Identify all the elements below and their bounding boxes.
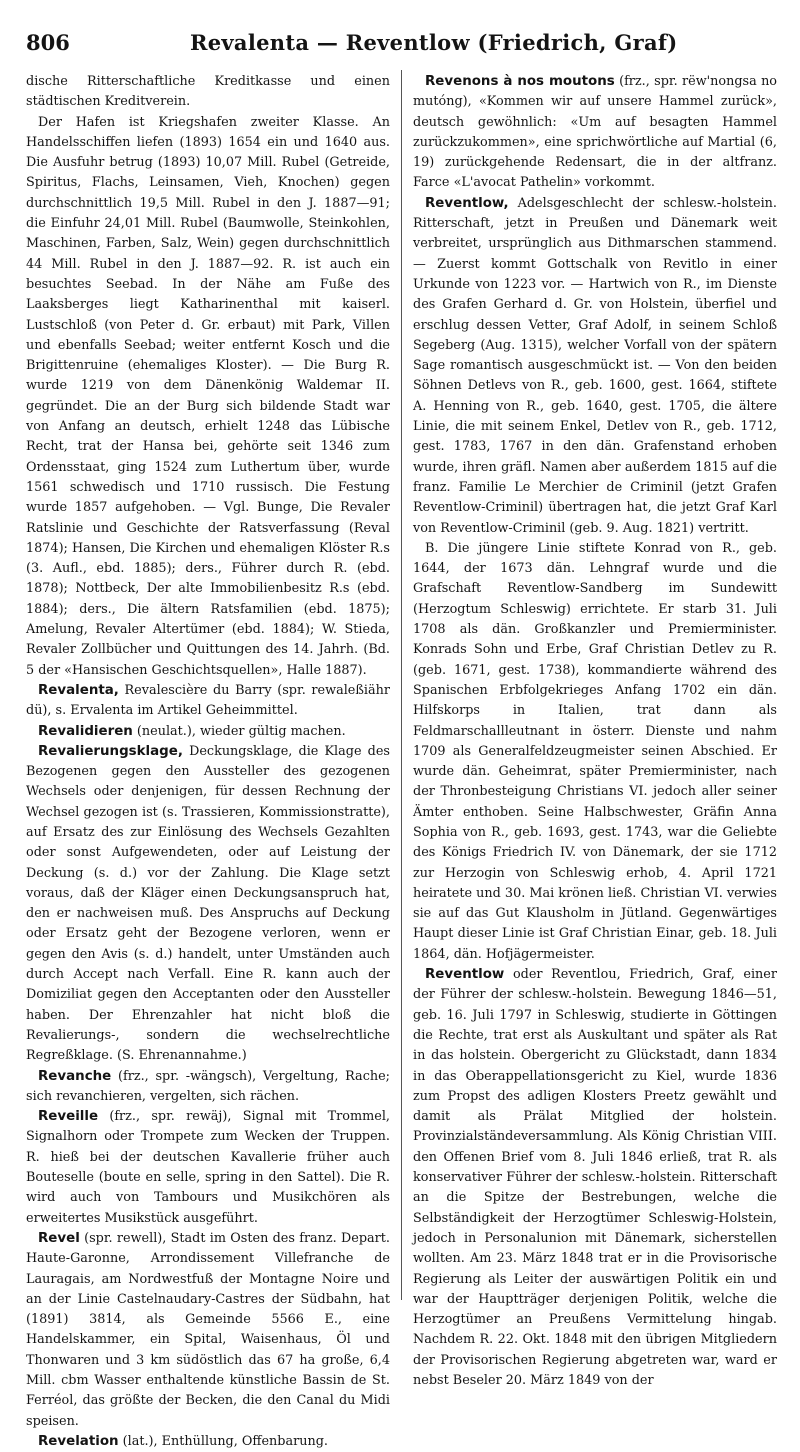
entry-revelation xyxy=(26,1432,390,1452)
column-divider xyxy=(401,70,402,1300)
entry-revanche xyxy=(26,1067,390,1108)
entry-text: dische Ritterschaftliche Kreditkasse und einen städtischen Kreditverein. xyxy=(26,74,390,110)
entry-revalierungsklage xyxy=(26,742,390,1067)
left-column xyxy=(26,72,390,1449)
entry-text: (frz., spr. -wängsch), Vergeltung, Rache; sich revanchieren, vergelten, sich rächen. xyxy=(26,1068,390,1104)
entry-headword: Revalenta, xyxy=(38,682,119,698)
entry-text: oder Reventlou, Friedrich, Graf, einer der Führer der schlesw.-holstein. Bewegung 1846—51, geb. 16. Juli 1797 in Schleswig, studierte in Göttingen die Rechte, trat erst als Auskultant und später als Rat in das holstein. Obergericht zu Glückstadt, dann 1834 in das Oberappellationsgericht zu Kiel, wurde 1836 zum Propst des adligen Klosters Preetz gewählt und damit als Prälat Mitglied der holstein. Provinzialständeversammlung. Als König Christian VIII. den Offenen Brief vom 8. Juli 1846 erließ, trat R. als konservativer Führer der schlesw.-holstein. Ritterschaft an die Spitze der Bestrebungen, welche die Selbständigkeit der Herzogtümer Schleswig-Holstein, jedoch in Personalunion mit Dänemark, sicherstellen wollten. Am 23. März 1848 trat er in die Provisorische Regierung als Leiter der auswärtigen Politik ein und war der Hauptträger derjenigen Politik, welche die Herzogtümer an Preußens Vermittelung hingab. Nachdem R. 22. Okt. 1848 mit den übrigen Mitgliedern der Provisorischen Regierung abgetreten war, ward er nebst Beseler 20. März 1849 von der xyxy=(413,967,777,1388)
entry-reveille xyxy=(26,1107,390,1229)
entry-revel xyxy=(26,1229,390,1432)
entry-text: (frz., spr. rewäj), Signal mit Trommel, Signalhorn oder Trompete zum Wecken der Truppen. R. hieß bei der deutschen Kavallerie früher auch Bouteselle (boute en selle, spring in den Sattel). Die R. wird auch von Tambours und Musikchören als erweitertes Musikstück ausgeführt. xyxy=(26,1109,390,1226)
right-column xyxy=(413,72,778,1388)
entry-headword: Reventlow xyxy=(425,967,505,983)
entry-text: Revalescière du Barry (spr. rewaleßiähr dü), s. Ervalenta im Artikel Geheimmittel. xyxy=(26,682,390,719)
entry-headword: Revenons à nos moutons xyxy=(425,74,615,89)
entry-revalidieren xyxy=(26,722,390,742)
entry-paragraph xyxy=(413,539,777,965)
entry-text: Der Hafen ist Kriegshafen zweiter Klasse. An Handelsschiffen liefen (1893) 1654 ein und 1640 aus. Die Ausfuhr betrug (1893) 10,07 Mill. Rubel (Getreide, Spiritus, Flachs, Leinsamen, Vieh, Knochen) gegen durchschnittlich 19,5 Mill. Rubel in den J. 1887—91; die Einfuhr 24,01 Mill. Rubel (Baumwolle, Steinkohlen, Maschinen, Farben, Salz, Wein) gegen durchschnittlich 44 Mill. Rubel in den J. 1887—92. R. ist auch ein besuchtes Seebad. In der Nähe am Fuße des Laaksberges liegt Katharinenthal mit kaiserl. Lustschloß (von Peter d. Gr. erbaut) mit Park, Villen und ebenfalls Seebad; weiter entfernt Kosch und die Brigittenruine (ehemaliges Kloster). — Die Burg R. wurde 1219 von dem Dänenkönig Waldemar II. gegründet. Die an der Burg sich bildende Stadt war von Anfang an deutsch, erhielt 1248 das Lübische Recht, trat der Hansa bei, gehörte seit 1346 zum Ordensstaat, ging 1524 zum Luthertum über, wurde 1561 schwedisch und 1710 russisch. Die Festung wurde 1857 aufgehoben. — Vgl. Bunge, Die Revaler Ratslinie und Geschichte der Ratsverfassung (Reval 1874); Hansen, Die Kirchen und ehemaligen Klöster R.s (3. Aufl., ebd. 1885); ders., Führer durch R. (ebd. 1878); Nottbeck, Der alte Immobilienbesitz R.s (ebd. 1884); ders., Die ältern Ratsfamilien (ebd. 1875); Amelung, Revaler Altertümer (ebd. 1884); W. Stieda, Revaler Zollbücher und Quittungen des 14. Jahrh. (Bd. 5 der «Hansischen Geschichtsquellen», Halle 1887). xyxy=(26,114,390,678)
entry-revalenta xyxy=(26,681,390,722)
entry-text: (frz., spr. rëw'nongsa no mutóng), «Kommen wir auf unsere Hammel zurück», deutsch gewöhnlich: «Um auf besagten Hammel zurückzukommen», eine sprichwörtliche auf Martial (6, 19) zurückgehende Redensart, die in der altfranz. Farce «L'avocat Pathelin» vorkommt. xyxy=(413,74,778,191)
entry-reventlow-friedrich xyxy=(413,965,777,1391)
entry-text: B. Die jüngere Linie stiftete Konrad von R., geb. 1644, der 1673 dän. Lehngraf wurde und die Grafschaft Reventlow-Sandberg im Sundewitt (Herzogtum Schleswig) errichtete. Er starb 31. Juli 1708 als dän. Großkanzler und Premierminister. Konrads Sohn und Erbe, Graf Christian Detlev zu R. (geb. 1671, gest. 1738), kommandierte während des Spanischen Erbfolgekrieges Anfang 1702 ein dän. Hilfskorps in Italien, trat dann als Feldmarschallleutnant in österr. Dienste und nahm 1709 als Generalfeldzeugmeister seinen Abschied. Er wurde dän. Geheimrat, später Premierminister, nach der Thronbesteigung Christians VI. jedoch aller seiner Ämter enthoben. Seine Halbschwester, Gräfin Anna Sophia von R., geb. 1693, gest. 1743, war die Geliebte des Königs Friedrich IV. von Dänemark, der sie 1712 zur Herzogin von Schleswig erhob, 4. April 1721 heiratete und 30. Mai krönen ließ. Christian VI. verwies sie auf das Gut Klausholm in Jütland. Gegenwärtiges Haupt dieser Linie ist Graf Christian Einar, geb. 18. Juli 1864, dän. Hofjägermeister. xyxy=(413,540,777,962)
entry-headword: Reventlow, xyxy=(425,195,509,211)
entry-text: (lat.), Enthüllung, Offenbarung. xyxy=(118,1433,328,1449)
page-number: 806 xyxy=(26,30,70,55)
entry-headword: Revalierungsklage, xyxy=(38,743,183,759)
entry-headword: Revanche xyxy=(38,1068,112,1084)
running-head: Revalenta — Reventlow (Friedrich, Graf) xyxy=(190,30,678,55)
entry-headword: Revelation xyxy=(38,1433,119,1449)
entry-paragraph xyxy=(26,113,390,681)
entry-reventlow-family xyxy=(413,194,777,539)
entry-text: Adelsgeschlecht der schlesw.-holstein. Ritterschaft, jetzt in Preußen und Dänemark weit verbreitet, ursprünglich aus Dithmarschen stammend. — Zuerst kommt Gottschalk von Revitlo in einer Urkunde von 1223 vor. — Hartwich von R., im Dienste des Grafen Gerhard d. Gr. von Holstein, überfiel und erschlug dessen Vetter, Graf Adolf, in seinem Schloß Segeberg (Aug. 1315), welcher Vorfall von der spätern Sage romantisch ausgeschmückt ist. — Von den beiden Söhnen Detlevs von R., geb. 1600, gest. 1664, stiftete A. Henning von R., geb. 1640, gest. 1705, die ältere Linie, die mit seinem Enkel, Detlev von R., geb. 1712, gest. 1783, 1767 in den dän. Grafenstand erhoben wurde, ihren gräfl. Namen aber außerdem 1815 auf die franz. Familie Le Merchier de Criminil (jetzt Grafen Reventlow-Criminil) übertragen hat, die jetzt Graf Karl von Reventlow-Criminil (geb. 9. Aug. 1821) vertritt. xyxy=(413,195,777,536)
entry-text: (spr. rewell), Stadt im Osten des franz. Depart. Haute-Garonne, Arrondissement Villefranche de Lauragais, am Nordwestfuß der Montagne Noire und an der Linie Castelnaudary-Castres der Südbahn, hat (1891) 3814, als Gemeinde 5566 E., eine Handelskammer, ein Spital, Waisenhaus, Öl und Thonwaren und 3 km südöstlich das 67 ha große, 6,4 Mill. cbm Wasser enthaltende künstliche Bassin de St. Ferréol, das größte der Becken, die den Canal du Midi speisen. xyxy=(26,1230,390,1429)
entry-revenons xyxy=(413,72,777,194)
entry-text: (neulat.), wieder gültig machen. xyxy=(132,723,346,739)
entry-text: Deckungsklage, die Klage des Bezogenen gegen den Aussteller des gezogenen Wechsels oder denjenigen, für dessen Rechnung der Wechsel gezogen ist (s. Trassieren, Kommissionstratte), auf Ersatz des zur Einlösung des Wechsels Gezahlten oder sonst Aufgewendeten, oder auf Leistung der Deckung (s. d.) vor der Zahlung. Die Klage setzt voraus, daß der Kläger einen Deckungsanspruch hat, den er nachweisen muß. Des Anspruchs auf Deckung oder Ersatz geht der Bezogene verloren, wenn er gegen den Avis (s. d.) handelt, unter Umständen auch durch Accept nach Verfall. Eine R. kann auch der Domiziliat gegen den Acceptanten oder den Aussteller haben. Der Ehrenzahler hat nicht bloß die Revalierungs-, sondern die wechselrechtliche Regreßklage. (S. Ehrenannahme.) xyxy=(26,743,390,1064)
entry-headword: Reveille xyxy=(38,1109,99,1125)
entry-headword: Revalidieren xyxy=(38,723,133,739)
entry-headword: Revel xyxy=(38,1230,80,1246)
entry-continuation xyxy=(26,72,390,113)
